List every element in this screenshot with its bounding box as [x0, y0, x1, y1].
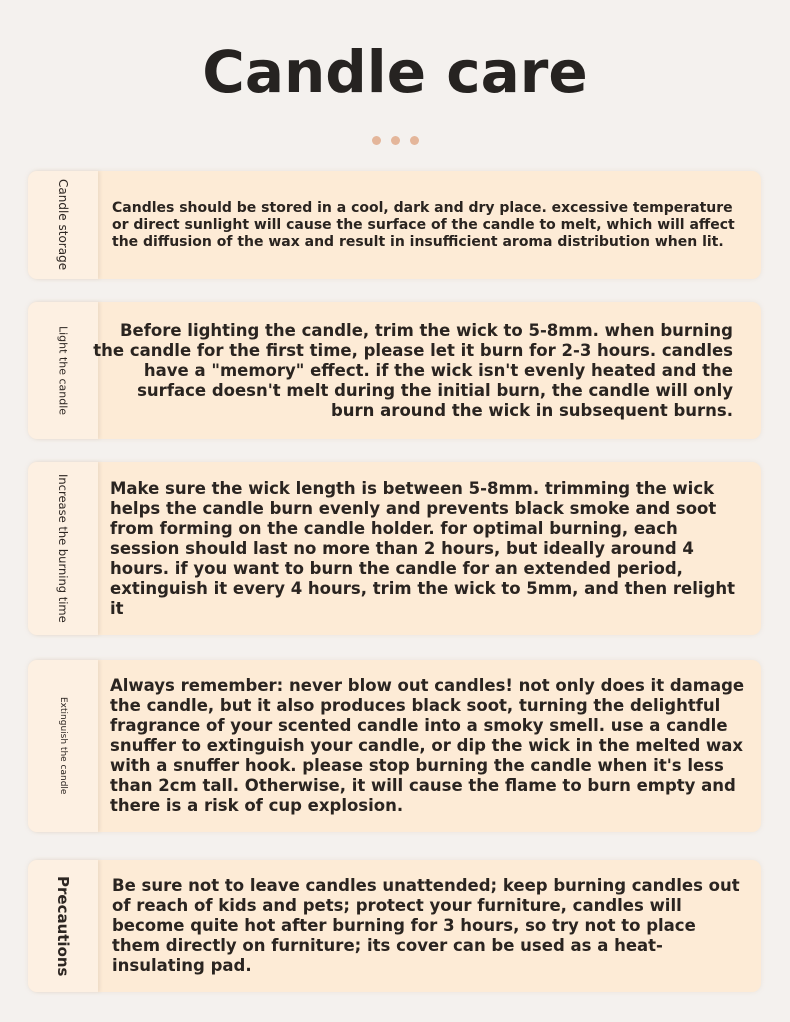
- section-label: Candle storage: [56, 179, 70, 271]
- section-label: Increase the burning time: [56, 474, 70, 623]
- section-card-extinguish-the-candle: [28, 660, 761, 832]
- section-text: Be sure not to leave candles unattended; keep burning candles out of reach of kids and pets; protect your furniture, candles will become quite hot after burning for 3 hours, so try not to place them directly on furniture; its cover can be used as a heat-insulating pad.: [112, 876, 740, 975]
- section-card-increase-burning-time: [28, 462, 761, 635]
- section-label: Precautions: [54, 875, 72, 977]
- dot-icon: [391, 136, 400, 145]
- section-text: Candles should be stored in a cool, dark and dry place. excessive temperature or direct sunlight will cause the surface of the candle to melt, which will affect the diffusion of the wax and result in insufficient aroma distribution when lit.: [112, 199, 735, 250]
- dot-icon: [410, 136, 419, 145]
- page-title: Candle care: [202, 38, 588, 106]
- decorative-dots: [0, 130, 790, 149]
- dot-icon: [372, 136, 381, 145]
- section-card-precautions: [28, 860, 761, 992]
- section-card-candle-storage: [28, 171, 761, 279]
- section-card-light-the-candle: [28, 302, 761, 439]
- section-label: Extinguish the candle: [58, 697, 68, 795]
- section-text: Make sure the wick length is between 5-8mm. trimming the wick helps the candle burn evenly and prevents black smoke and soot from forming on the candle holder. for optimal burning, each session should last no more than 2 hours, but ideally around 4 hours. if you want to burn the candle for an extended period, extinguish it every 4 hours, trim the wick to 5mm, and then relight it: [110, 478, 736, 618]
- section-text: Before lighting the candle, trim the wick to 5-8mm. when burning the candle for the first time, please let it burn for 2-3 hours. candles have a "memory" effect. if the wick isn't evenly heated and the surface doesn't melt during the initial burn, the candle will only burn around the wick in subsequent burns.: [93, 320, 733, 420]
- section-text: Always remember: never blow out candles! not only does it damage the candle, but it also produces black soot, turning the delightful fragrance of your scented candle into a smoky smell. use a candle snuffer to extinguish your candle, or dip the wick in the melted wax with a snuffer hook. please stop burning the candle when it's less than 2cm tall. Otherwise, it will cause the flame to burn empty and there is a risk of cup explosion.: [110, 676, 745, 815]
- section-label: Light the candle: [56, 325, 70, 416]
